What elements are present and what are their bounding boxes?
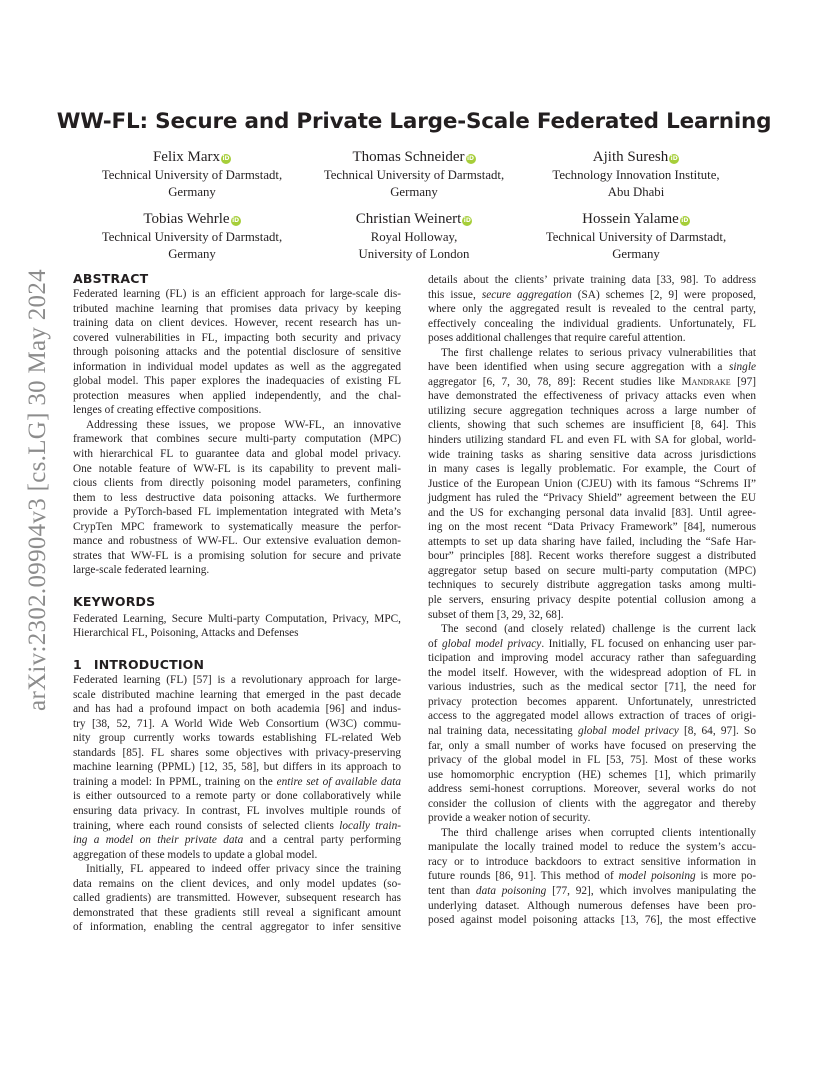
text-line: machine learning (PPML) [12, 35, 58], but differs in its approach to [73,761,401,774]
emphasis: locally train- [339,819,401,832]
text-line: hinders utilizing standard FL and even FL with SA for global, world- [428,434,756,447]
text-line: training data on client devices. However, recent research has un- [73,317,401,330]
introduction-heading [73,657,401,673]
paper-title: WW-FL: Secure and Private Large-Scale Federated Learning [56,109,772,134]
right-column [428,273,756,928]
abstract-paragraph [73,418,401,578]
text-run: have been identified when using secure aggregation with a [428,361,729,374]
text-line: aggregation of these models to update a global model. [73,848,318,861]
emphasis: global model privacy [577,724,679,737]
text-line: called gradients) are transmitted. However, subsequent research has [73,892,401,905]
text-line: privacy of the global model in FL [53, 75]. Most of these works [428,754,756,767]
text-line: information in individual model updates as well as the aggregated [73,360,401,373]
text-line: provide a weaker notion of security. [428,812,591,825]
text-line: and the US for exchanging personal data invalid [83]. Until agree- [428,506,756,519]
arxiv-identifier [24,269,51,711]
text-line [428,288,756,303]
text-run: of [428,637,442,650]
text-line: The third challenge arises when corrupted clients intentionally [441,826,756,839]
text-line: One notable feature of WW-FL is its capability to prevent mali- [73,462,401,475]
author-block [299,210,529,262]
body-paragraph [428,346,756,622]
emphasis: data poisoning [475,884,547,897]
text-line: protection measures when applied independently, and the chal- [73,389,401,402]
text-line: techniques to securely distribute aggregation tasks among multi- [428,579,756,592]
text-line: the model itself. However, with the widespread adoption of FL in [428,666,756,679]
text-run: is more po- [695,870,757,883]
text-line [428,869,756,884]
text-line: underlying dataset. Although numerous defenses have been pro- [428,899,756,912]
text-line: covered vulnerabilities in FL, impacting both security and privacy [73,331,401,344]
text-line [428,637,756,652]
emphasis: ing a model on their private data [73,834,244,847]
text-run: . Initially, FL focused on enhancing user par- [541,637,756,650]
text-line: clients, showing that such schemes are insufficient [8, 64]. This [428,419,756,432]
text-run: [8, 64, 97]. So [678,724,756,737]
abstract-heading: ABSTRACT [73,271,149,286]
emphasis: entire set of available data [276,775,401,788]
text-line [73,775,401,790]
text-line: various industries, such as the medical sector [71], the need for [428,681,756,694]
left-column [73,271,401,935]
text-line: The second (and closely related) challenge is the current lack [441,623,756,636]
text-line: scale distributed machine learning that emerged in the past decade [73,688,401,701]
author-block [521,148,751,200]
author-affiliation: Technical University of Darmstadt, [323,168,505,182]
text-line: demonstrated that these gradients still reveal a significant amount [73,906,401,919]
text-line [428,724,756,739]
text-line: standards [85]. FL shares some objectives with privacy-preserving [73,746,401,759]
author-block [521,210,751,262]
arxiv-id-text: arXiv:2302.09904v3 [cs.LG] 30 May 2024 [24,269,51,711]
text-line [428,375,756,390]
intro-paragraph [73,862,401,935]
text-line: effectively concealing the individual gradients. Unfortunately, FL [428,317,756,330]
text-line: provide a PyTorch-based FL implementation integrated with Meta’s [73,506,401,519]
text-line: details about the clients’ private training data [33, 98]. To address [428,274,756,286]
text-line: cious clients from directly poisoning model parameters, confining [73,477,401,490]
text-line: Addressing these issues, we propose WW-FL, an innovative [86,418,401,431]
author-affiliation: Technology Innovation Institute, [552,168,720,182]
author-affiliation: Abu Dhabi [607,184,665,199]
emphasis: single [729,361,756,374]
text-line: where only the aggregated result is revealed to the central party, [428,303,756,316]
orcid-icon[interactable]: iD [670,155,678,162]
text-line: mance and robustness of WW-FL. Our extensive evaluation demon- [73,535,401,548]
text-line: them to less destructive data poisoning attacks. We furthermore [73,491,401,504]
text-line: far, only a small number of works have focused on preserving the [428,739,756,752]
text-line: Justice of the European Union (CJEU) with its famous “Schrems II” [428,477,756,490]
orcid-icon[interactable]: iD [222,155,230,162]
text-line [428,884,756,899]
text-line: Federated Learning, Secure Multi-party Computation, Privacy, MPC, [73,612,401,625]
text-run: tent than [428,884,476,897]
text-line: bour” principles [88]. Recent works therefore suggest a distributed [428,550,756,563]
orcid-icon[interactable]: iD [232,217,240,224]
emphasis: global model privacy [441,637,542,650]
author-affiliation: Technical University of Darmstadt, [545,230,727,244]
text-run: nal training data, necessitating [428,724,578,737]
author-affiliation: Germany [612,246,660,261]
text-line: ing on the most recent “Data Privacy Framework” [84], numerous [428,521,756,534]
text-line: poses additional challenges that require careful attention. [428,332,686,345]
text-line: posed against model poisoning attacks [13, 76], the most effective [428,914,756,927]
body-paragraph [428,826,756,928]
text-line: Federated learning (FL) is an efficient approach for large-scale dis- [73,288,401,300]
abstract-paragraph [73,287,401,418]
orcid-icon[interactable]: iD [463,217,471,224]
author-name: Ajith Suresh [592,149,669,165]
text-line: aggregator setup based on secure multi-party computation (MPC) [428,564,756,577]
system-name: Mandrake [681,375,731,388]
body-paragraph [428,273,756,346]
text-line: Hierarchical FL, Poisoning, Attacks and Defenses [73,627,299,640]
text-run: this issue, [428,288,482,301]
text-line: in many cases is legally problematic. For example, the Court of [428,463,756,476]
author-affiliation: Germany [168,246,216,261]
text-line: of information, enabling the central aggregator to infer sensitive [73,921,401,934]
author-affiliation: Royal Holloway, [370,230,458,244]
text-run: aggregator [6, 7, 30, 78, 89]: Recent studies like [428,375,682,388]
text-line: tributed machine learning that promises data privacy by keeping [73,302,401,315]
text-line [73,833,401,848]
section-number: 1 [73,657,82,673]
text-line: CrypTen MPC framework to systematically measure the perfor- [73,520,401,533]
emphasis: secure aggregation [481,288,572,301]
author-name: Hossein Yalame [582,211,679,227]
text-run: training a model: In PPML, training on the [73,775,277,788]
text-run: future rounds [86, 91]. This method of [428,870,619,883]
text-run: and a central party performing [243,834,401,847]
text-line: attempts to set up data sharing have failed, including the “Safe Har- [428,535,756,548]
author-affiliation: Germany [168,184,216,199]
text-run: training, where each round consists of selected clients [73,819,340,832]
text-line [428,360,756,375]
body-paragraph [428,622,756,826]
emphasis: model poisoning [618,870,696,883]
text-line: wide training tasks as sharing sensitive data across jurisdictions [428,448,756,461]
text-run: [77, 92], which involves manipulating the [546,884,756,897]
author-name: Christian Weinert [355,211,462,227]
text-line: Initially, FL appeared to indeed offer privacy since the training [86,863,401,876]
text-line: address semi-honest corruptions. Moreover, several works do not [428,783,756,796]
text-line: through poisoning attacks and the potential disclosure of sensitive [73,346,401,359]
text-line: ple servers, ensuring privacy despite potential collusion among a [428,594,756,607]
text-line [73,819,401,834]
text-run: [97] [730,375,756,388]
text-line: and has had a profound impact on both academia [96] and indus- [73,703,401,716]
author-name: Thomas Schneider [352,149,465,165]
text-line: global model. This paper explores the inadequacies of existing FL [73,375,401,388]
text-line: judgment has ruled the “Privacy Shield” agreement between the EU [428,492,756,505]
text-line: utilizing secure aggregation techniques across a large number of [428,404,756,417]
orcid-icon[interactable]: iD [681,217,689,224]
text-line: nity group currently works towards establishing FL-related Web [73,732,401,745]
text-line: with hierarchical FL to guarantee data and global model privacy. [73,448,401,461]
section-title: INTRODUCTION [93,657,205,673]
text-line: use homomorphic encryption (HE) schemes [1], which primarily [428,768,756,781]
author-block [77,210,307,262]
text-run: (SA) schemes [2, 9] were proposed, [571,288,756,301]
author-name: Felix Marx [152,149,221,165]
text-line: large-scale federated learning. [73,564,210,577]
text-line: ensuring data privacy. In contrast, FL involves multiple rounds of [73,804,401,817]
text-line: Federated learning (FL) [57] is a revolutionary approach for large- [73,674,401,687]
text-line: try [38, 52, 71]. A World Wide Web Consortium (W3C) commu- [73,717,401,730]
text-line: is either outsourced to a remote party or done collaboratively while [73,790,401,803]
text-line: manipulate the locally trained model to reduce the system’s accu- [428,841,756,854]
text-line: ticipation and improving model accuracy rather than safeguarding [428,652,756,665]
text-line: strates that WW-FL is a promising solution for secure and private [73,549,401,562]
author-affiliation: Technical University of Darmstadt, [101,168,283,182]
orcid-icon[interactable]: iD [467,155,475,162]
text-line: subset of them [3, 29, 32, 68]. [428,608,564,621]
author-name: Tobias Wehrle [143,211,230,227]
text-line: have demonstrated the effectiveness of privacy attacks even when [428,390,756,403]
text-line: consider the collusion of clients with the aggregator and thereby [428,797,756,810]
keywords-list [73,612,401,641]
text-line: privacy protection becomes apparent. Unfortunately, unrestricted [428,695,756,708]
keywords-heading: KEYWORDS [73,593,156,609]
text-line: data remains on the client devices, and only model updates (so- [73,877,401,890]
intro-paragraph [73,673,401,862]
text-line: framework that combines secure multi-party computation (MPC) [73,433,401,446]
author-affiliation: University of London [358,246,470,261]
author-block [299,148,529,200]
author-affiliation: Germany [390,184,438,199]
text-line: racy or to introduce backdoors to extract sensitive information in [428,855,756,868]
author-block [77,148,307,200]
text-line: The first challenge relates to serious privacy vulnerabilities that [441,346,756,359]
author-affiliation: Technical University of Darmstadt, [101,230,283,244]
text-line: access to the aggregated model allows extraction of traces of origi- [428,710,756,723]
text-line: lenges of creating effective compositions. [73,404,262,417]
